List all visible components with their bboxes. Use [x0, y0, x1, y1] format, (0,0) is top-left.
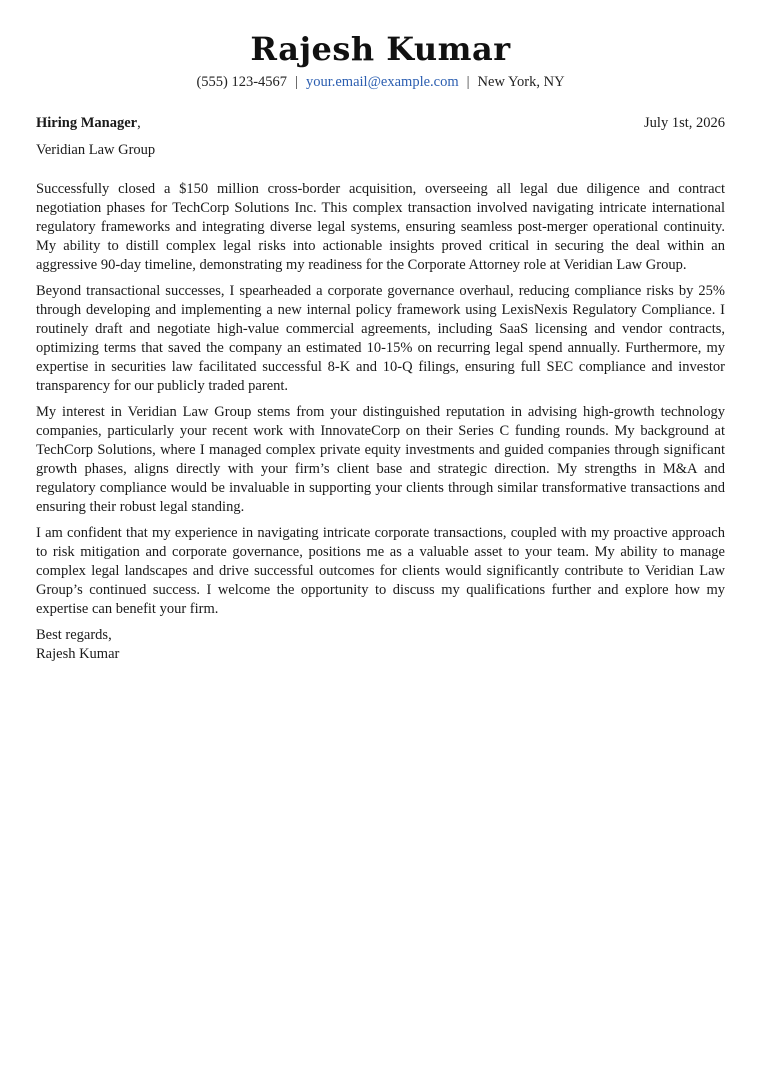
phone-number: (555) 123-4567 [196, 74, 288, 90]
recipient-name-text: Hiring Manager [36, 115, 138, 131]
closing-signature: Rajesh Kumar [36, 646, 120, 662]
body-paragraph: I am confident that my experience in navigating intricate corporate transactions, coupled with my proactive approach to risk mitigation and corporate governance, positions me as a valuable asset to your team. My ability to manage complex legal landscapes and drive successful outcomes for clients would significantly contribute to Veridian Law Group’s continued success. I welcome the opportunity to discuss my qualifications further and explore how my expertise can benefit your firm. [36, 525, 725, 617]
contact-separator: | [466, 74, 470, 90]
body-paragraph: Beyond transactional successes, I spearheaded a corporate governance overhaul, reducing compliance risks by 25% through developing and implementing a new internal policy framework using LexisNexis Regulatory Compliance. I routinely draft and negotiate high-value commercial agreements, including SaaS licensing and vendor contracts, optimizing terms that saved the company an estimated 10-15% on recurring legal spend annually. Furthermore, my expertise in securities law facilitated successful 8-K and 10-Q filings, ensuring full SEC compliance and investor transparency for our publicly traded parent. [36, 283, 725, 394]
contact-separator: | [295, 74, 298, 90]
letter-body [36, 180, 725, 664]
body-paragraph: My interest in Veridian Law Group stems from your distinguished reputation in advising high-growth technology companies, particularly your recent work with InnovateCorp on their Series C funding rounds. My background at TechCorp Solutions, where I managed complex private equity investments and guided companies through significant growth phases, aligns directly with your firm’s client base and strategic direction. My strengths in M&A and regulatory compliance would be invaluable in supporting your clients through similar transformative transactions and ensuring their robust legal standing. [36, 404, 725, 515]
recipient-name [36, 113, 141, 133]
closing-salutation: Best regards, [36, 627, 112, 643]
recipient-company: Veridian Law Group [36, 142, 156, 158]
contact-line [36, 72, 725, 92]
location: New York, NY [477, 74, 565, 90]
email-link[interactable]: your.email@example.com [305, 74, 459, 90]
body-paragraph: Successfully closed a $150 million cross-border acquisition, overseeing all legal due diligence and contract negotiation phases for TechCorp Solutions Inc. This complex transaction involved navigating intricate international regulatory frameworks and integrating diverse legal systems, ensuring seamless post-merger operational continuity. My ability to distill complex legal risks into actionable insights proved critical in securing the deal within an aggressive 90-day timeline, demonstrating my readiness for the Corporate Attorney role at Veridian Law Group. [36, 181, 725, 273]
letter-date: July 1st, 2026 [644, 115, 725, 131]
recipient-row [36, 113, 725, 133]
recipient-name-suffix: , [137, 115, 141, 131]
letter-closing [36, 626, 725, 664]
applicant-name: Rajesh Kumar [250, 30, 511, 68]
